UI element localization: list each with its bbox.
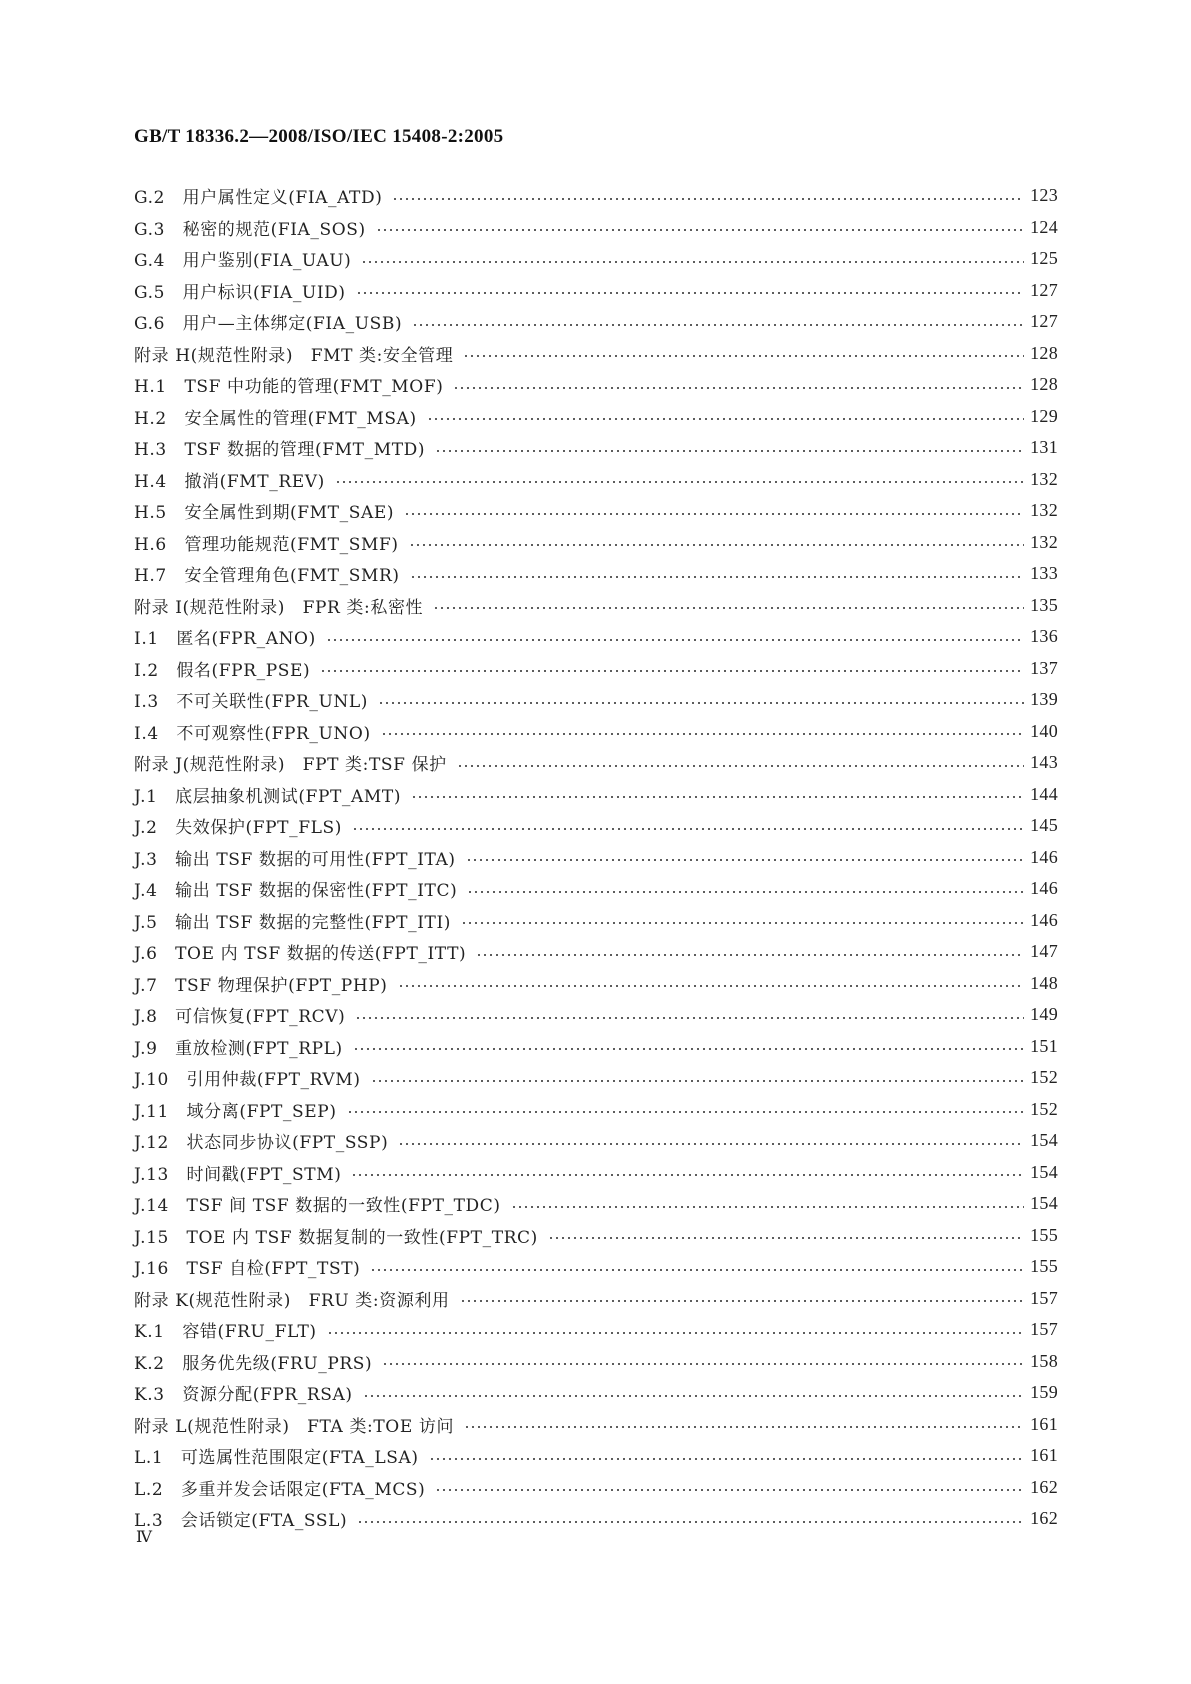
toc-entry-title: K.3 资源分配(FPR_RSA) [134, 1385, 353, 1406]
toc-entry[interactable] [134, 1094, 1058, 1126]
dot-leader [363, 1395, 1024, 1397]
toc-entry-page-number: 161 [1030, 1413, 1058, 1434]
toc-entry-title: H.6 管理功能规范(FMT_SMF) [134, 534, 399, 555]
toc-entry-title: J.16 TSF 自检(FPT_TST) [134, 1259, 361, 1280]
toc-entry-title: J.6 TOE 内 TSF 数据的传送(FPT_ITT) [134, 944, 467, 965]
standard-code-header: GB/T 18336.2—2008/ISO/IEC 15408-2:2005 [134, 126, 504, 147]
toc-entry[interactable] [134, 716, 1058, 748]
toc-entry-page-number: 147 [1030, 941, 1058, 962]
toc-entry-page-number: 132 [1030, 531, 1058, 552]
toc-entry-title: G.4 用户鉴别(FIA_UAU) [134, 251, 352, 272]
dot-leader [464, 1426, 1024, 1428]
toc-entry-page-number: 140 [1030, 720, 1058, 741]
dot-leader [381, 733, 1024, 735]
dot-leader [433, 607, 1024, 609]
toc-entry-title: L.1 可选属性范围限定(FTA_LSA) [134, 1448, 419, 1469]
toc-entry[interactable] [134, 1377, 1058, 1409]
toc-entry-title: G.2 用户属性定义(FIA_ATD) [134, 188, 383, 209]
toc-entry-page-number: 143 [1030, 752, 1058, 773]
dot-leader [466, 859, 1024, 861]
toc-entry-page-number: 123 [1030, 185, 1058, 206]
dot-leader [409, 544, 1024, 546]
toc-entry[interactable] [134, 306, 1058, 338]
dot-leader [398, 985, 1025, 987]
toc-entry-page-number: 127 [1030, 279, 1058, 300]
dot-leader [435, 1489, 1024, 1491]
dot-leader [382, 1363, 1024, 1365]
toc-entry-page-number: 154 [1030, 1193, 1058, 1214]
toc-entry-page-number: 162 [1030, 1476, 1058, 1497]
dot-leader [511, 1206, 1024, 1208]
dot-leader [376, 229, 1024, 231]
toc-entry-page-number: 136 [1030, 626, 1058, 647]
toc-entry[interactable] [134, 779, 1058, 811]
toc-entry-page-number: 128 [1030, 342, 1058, 363]
toc-entry[interactable] [134, 338, 1058, 370]
toc-entry-page-number: 127 [1030, 311, 1058, 332]
toc-entry[interactable] [134, 1251, 1058, 1283]
toc-entry[interactable] [134, 527, 1058, 559]
toc-entry-page-number: 146 [1030, 846, 1058, 867]
toc-entry[interactable] [134, 369, 1058, 401]
dot-leader [476, 954, 1024, 956]
dot-leader [371, 1080, 1025, 1082]
toc-entry-page-number: 139 [1030, 689, 1058, 710]
toc-entry[interactable] [134, 1031, 1058, 1063]
dot-leader [467, 891, 1024, 893]
toc-entry-page-number: 155 [1030, 1224, 1058, 1245]
toc-entry[interactable] [134, 401, 1058, 433]
toc-entry-title: H.1 TSF 中功能的管理(FMT_MOF) [134, 377, 444, 398]
toc-entry-page-number: 157 [1030, 1319, 1058, 1340]
toc-entry[interactable] [134, 653, 1058, 685]
dot-leader [410, 576, 1024, 578]
dot-leader [435, 450, 1024, 452]
page-number: Ⅳ [136, 1529, 152, 1546]
toc-entry[interactable] [134, 1283, 1058, 1315]
toc-entry[interactable] [134, 1220, 1058, 1252]
toc-entry-page-number: 149 [1030, 1004, 1058, 1025]
toc-entry-page-number: 155 [1030, 1256, 1058, 1277]
dot-leader [548, 1237, 1024, 1239]
toc-entry[interactable] [134, 1409, 1058, 1441]
toc-entry[interactable] [134, 1062, 1058, 1094]
dot-leader [378, 702, 1024, 704]
toc-entry[interactable] [134, 747, 1058, 779]
dot-leader [457, 765, 1024, 767]
toc-entry-title: L.3 会话锁定(FTA_SSL) [134, 1511, 348, 1532]
toc-entry-title: L.2 多重并发会话限定(FTA_MCS) [134, 1479, 426, 1500]
toc-entry[interactable] [134, 1157, 1058, 1189]
toc-entry-title: J.8 可信恢复(FPT_RCV) [134, 1007, 346, 1028]
toc-entry-title: J.15 TOE 内 TSF 数据复制的一致性(FPT_TRC) [134, 1227, 538, 1248]
dot-leader [412, 324, 1024, 326]
toc-entry-title: K.1 容错(FRU_FLT) [134, 1322, 317, 1343]
toc-entry[interactable] [134, 1472, 1058, 1504]
toc-entry[interactable] [134, 873, 1058, 905]
toc-entry-page-number: 135 [1030, 594, 1058, 615]
toc-entry-title: 附录 J(规范性附录) FPT 类:TSF 保护 [134, 755, 447, 776]
toc-entry-title: J.2 失效保护(FPT_FLS) [134, 818, 342, 839]
toc-entry-title: 附录 K(规范性附录) FRU 类:资源利用 [134, 1290, 450, 1311]
dot-leader [463, 355, 1024, 357]
dot-leader [320, 670, 1024, 672]
dot-leader [398, 1143, 1024, 1145]
toc-entry-page-number: 148 [1030, 972, 1058, 993]
toc-entry-page-number: 157 [1030, 1287, 1058, 1308]
toc-entry-title: H.5 安全属性到期(FMT_SAE) [134, 503, 395, 524]
toc-entry-title: K.2 服务优先级(FRU_PRS) [134, 1353, 373, 1374]
dot-leader [361, 261, 1024, 263]
toc-entry-title: 附录 L(规范性附录) FTA 类:TOE 访问 [134, 1416, 455, 1437]
toc-entry[interactable] [134, 1346, 1058, 1378]
dot-leader [429, 1458, 1025, 1460]
toc-entry-page-number: 133 [1030, 563, 1058, 584]
toc-entry-page-number: 151 [1030, 1035, 1058, 1056]
dot-leader [411, 796, 1024, 798]
toc-entry[interactable] [134, 842, 1058, 874]
dot-leader [427, 418, 1024, 420]
toc-entry-title: H.4 撤消(FMT_REV) [134, 471, 325, 492]
toc-entry-page-number: 128 [1030, 374, 1058, 395]
toc-entry[interactable] [134, 275, 1058, 307]
toc-entry-page-number: 162 [1030, 1508, 1058, 1529]
toc-entry-page-number: 159 [1030, 1382, 1058, 1403]
toc-entry-title: J.12 状态同步协议(FPT_SSP) [134, 1133, 389, 1154]
dot-leader [357, 1521, 1024, 1523]
toc-entry-page-number: 124 [1030, 216, 1058, 237]
toc-entry-title: J.3 输出 TSF 数据的可用性(FPT_ITA) [134, 849, 456, 870]
toc-entry-page-number: 158 [1030, 1350, 1058, 1371]
toc-entry-title: J.1 底层抽象机测试(FPT_AMT) [134, 786, 402, 807]
dot-leader [460, 1300, 1024, 1302]
toc-entry[interactable] [134, 1125, 1058, 1157]
toc-entry-title: G.6 用户—主体绑定(FIA_USB) [134, 314, 403, 335]
toc-entry[interactable] [134, 212, 1058, 244]
toc-entry-page-number: 146 [1030, 878, 1058, 899]
dot-leader [351, 1174, 1024, 1176]
toc-entry-title: J.9 重放检测(FPT_RPL) [134, 1038, 343, 1059]
toc-entry-page-number: 131 [1030, 437, 1058, 458]
toc-entry-title: J.7 TSF 物理保护(FPT_PHP) [134, 975, 388, 996]
table-of-contents [134, 180, 1058, 1535]
toc-entry-page-number: 152 [1030, 1067, 1058, 1088]
toc-entry[interactable] [134, 1440, 1058, 1472]
toc-entry-title: G.5 用户标识(FIA_UID) [134, 282, 346, 303]
toc-entry[interactable] [134, 495, 1058, 527]
toc-entry[interactable] [134, 936, 1058, 968]
dot-leader [453, 387, 1024, 389]
dot-leader [326, 639, 1024, 641]
toc-entry-title: J.10 引用仲裁(FPT_RVM) [134, 1070, 361, 1091]
toc-entry[interactable] [134, 968, 1058, 1000]
toc-entry[interactable] [134, 905, 1058, 937]
toc-entry-page-number: 146 [1030, 909, 1058, 930]
toc-entry-page-number: 132 [1030, 468, 1058, 489]
toc-entry[interactable] [134, 243, 1058, 275]
toc-entry-title: I.1 匿名(FPR_ANO) [134, 629, 316, 650]
toc-entry-title: 附录 H(规范性附录) FMT 类:安全管理 [134, 345, 454, 366]
toc-entry[interactable] [134, 621, 1058, 653]
toc-entry-title: 附录 I(规范性附录) FPR 类:私密性 [134, 597, 424, 618]
toc-entry[interactable] [134, 1314, 1058, 1346]
toc-entry[interactable] [134, 558, 1058, 590]
dot-leader [355, 1017, 1024, 1019]
dot-leader [335, 481, 1024, 483]
toc-entry-page-number: 152 [1030, 1098, 1058, 1119]
dot-leader [392, 198, 1024, 200]
toc-entry-title: H.7 安全管理角色(FMT_SMR) [134, 566, 400, 587]
dot-leader [370, 1269, 1024, 1271]
dot-leader [327, 1332, 1024, 1334]
toc-entry[interactable] [134, 1503, 1058, 1535]
toc-entry-title: J.4 输出 TSF 数据的保密性(FPT_ITC) [134, 881, 458, 902]
toc-entry-title: G.3 秘密的规范(FIA_SOS) [134, 219, 366, 240]
toc-entry[interactable] [134, 464, 1058, 496]
toc-entry-title: J.14 TSF 间 TSF 数据的一致性(FPT_TDC) [134, 1196, 501, 1217]
toc-entry[interactable] [134, 1188, 1058, 1220]
toc-entry-title: H.2 安全属性的管理(FMT_MSA) [134, 408, 417, 429]
toc-entry[interactable] [134, 810, 1058, 842]
toc-entry-title: H.3 TSF 数据的管理(FMT_MTD) [134, 440, 426, 461]
toc-entry-page-number: 137 [1030, 657, 1058, 678]
toc-entry-page-number: 154 [1030, 1161, 1058, 1182]
toc-entry-title: I.2 假名(FPR_PSE) [134, 660, 311, 681]
dot-leader [461, 922, 1024, 924]
toc-entry-title: J.13 时间戳(FPT_STM) [134, 1164, 342, 1185]
dot-leader [356, 292, 1024, 294]
toc-entry-page-number: 125 [1030, 248, 1058, 269]
toc-entry-title: I.3 不可关联性(FPR_UNL) [134, 692, 369, 713]
toc-entry[interactable] [134, 432, 1058, 464]
toc-entry-page-number: 129 [1030, 405, 1058, 426]
dot-leader [404, 513, 1024, 515]
toc-entry-title: J.11 域分离(FPT_SEP) [134, 1101, 337, 1122]
dot-leader [347, 1111, 1025, 1113]
toc-entry[interactable] [134, 590, 1058, 622]
toc-entry-page-number: 144 [1030, 783, 1058, 804]
toc-entry-page-number: 154 [1030, 1130, 1058, 1151]
toc-entry-page-number: 161 [1030, 1445, 1058, 1466]
dot-leader [353, 1048, 1024, 1050]
toc-entry[interactable] [134, 684, 1058, 716]
toc-entry[interactable] [134, 180, 1058, 212]
toc-entry-title: J.5 输出 TSF 数据的完整性(FPT_ITI) [134, 912, 452, 933]
toc-entry[interactable] [134, 999, 1058, 1031]
dot-leader [352, 828, 1024, 830]
toc-entry-title: I.4 不可观察性(FPR_UNO) [134, 723, 371, 744]
toc-entry-page-number: 145 [1030, 815, 1058, 836]
toc-entry-page-number: 132 [1030, 500, 1058, 521]
